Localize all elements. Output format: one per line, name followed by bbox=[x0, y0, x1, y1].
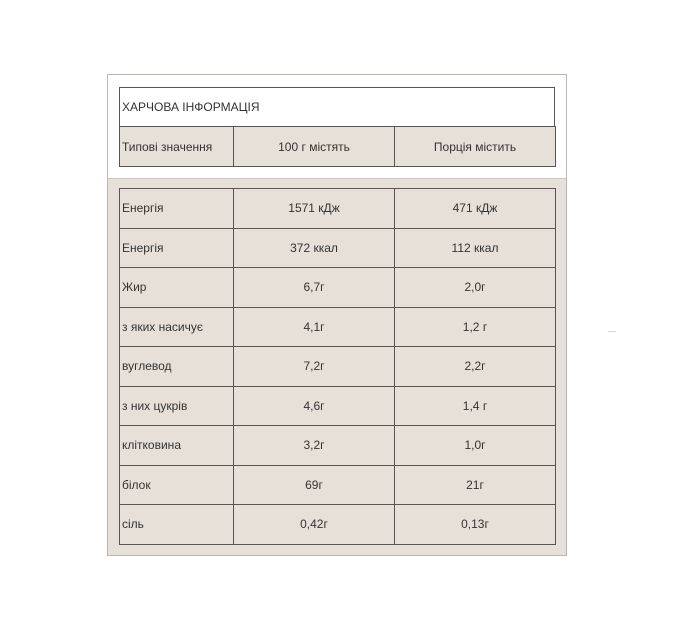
row-per-portion: 1,4 г bbox=[395, 386, 556, 426]
row-per-100g: 1571 кДж bbox=[234, 189, 395, 229]
row-per-100g: 372 ккал bbox=[234, 228, 395, 268]
row-name: Енергія bbox=[120, 189, 234, 229]
row-per-100g: 7,2г bbox=[234, 347, 395, 387]
row-name: сіль bbox=[120, 505, 234, 545]
row-per-100g: 69г bbox=[234, 465, 395, 505]
header-per-100g: 100 г містять bbox=[234, 127, 395, 167]
table-row bbox=[120, 386, 556, 426]
table-row bbox=[120, 228, 556, 268]
row-per-portion: 471 кДж bbox=[395, 189, 556, 229]
table-row bbox=[120, 307, 556, 347]
row-per-portion: 2,2г bbox=[395, 347, 556, 387]
row-per-100g: 4,1г bbox=[234, 307, 395, 347]
row-per-100g: 6,7г bbox=[234, 268, 395, 308]
table-row bbox=[120, 465, 556, 505]
divider-mark bbox=[608, 331, 616, 332]
header-row bbox=[120, 127, 556, 167]
nutrition-panel bbox=[107, 74, 567, 556]
row-per-100g: 4,6г bbox=[234, 386, 395, 426]
table-row bbox=[120, 268, 556, 308]
row-name: білок bbox=[120, 465, 234, 505]
nutrition-header-area bbox=[108, 75, 566, 179]
row-per-portion: 2,0г bbox=[395, 268, 556, 308]
nutrition-title: ХАРЧОВА ІНФОРМАЦІЯ bbox=[119, 87, 555, 127]
row-name: Енергія bbox=[120, 228, 234, 268]
row-per-portion: 112 ккал bbox=[395, 228, 556, 268]
row-per-portion: 0,13г bbox=[395, 505, 556, 545]
row-per-100g: 3,2г bbox=[234, 426, 395, 466]
row-per-portion: 21г bbox=[395, 465, 556, 505]
table-row bbox=[120, 189, 556, 229]
row-name: клітковина bbox=[120, 426, 234, 466]
row-name: Жир bbox=[120, 268, 234, 308]
nutrition-table bbox=[119, 188, 556, 545]
table-row bbox=[120, 347, 556, 387]
row-name: з яких насичує bbox=[120, 307, 234, 347]
table-row bbox=[120, 426, 556, 466]
row-per-portion: 1,0г bbox=[395, 426, 556, 466]
nutrition-header-table bbox=[119, 126, 556, 167]
table-row bbox=[120, 505, 556, 545]
header-per-portion: Порція містить bbox=[395, 127, 556, 167]
row-per-100g: 0,42г bbox=[234, 505, 395, 545]
row-name: з них цукрів bbox=[120, 386, 234, 426]
header-typical-values: Типові значення bbox=[120, 127, 234, 167]
row-per-portion: 1,2 г bbox=[395, 307, 556, 347]
row-name: вуглевод bbox=[120, 347, 234, 387]
